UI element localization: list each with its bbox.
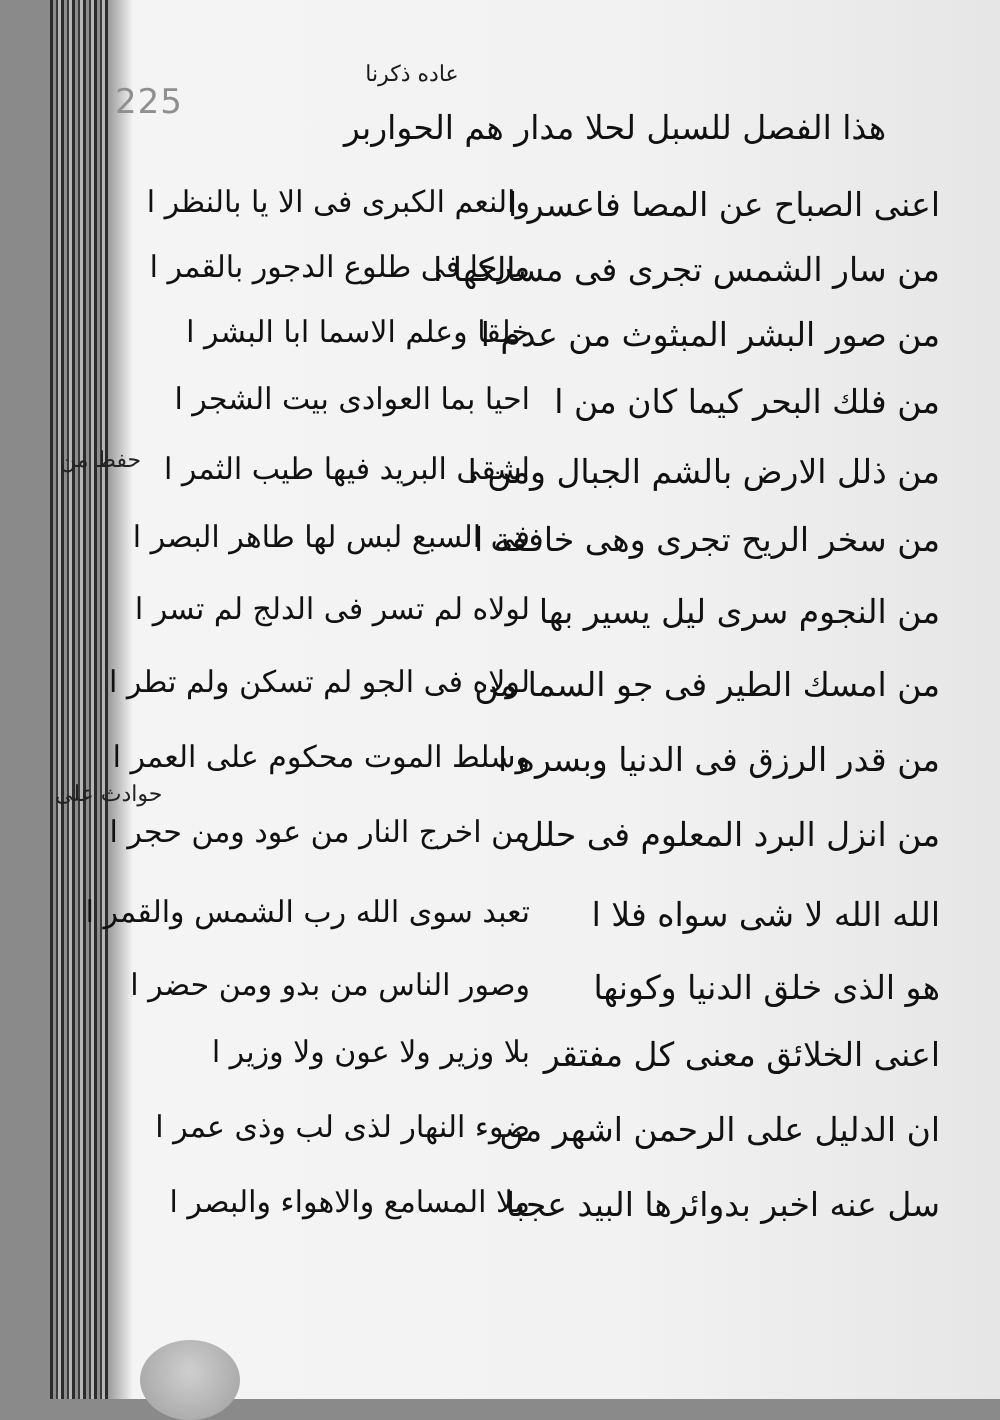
verse-second-hemistich: اشقى البريد فيها طيب الثمر ا: [163, 452, 530, 487]
verse-line: [170, 1035, 940, 1095]
verse-first-hemistich: هو الذى خلق الدنيا وكونها: [593, 968, 940, 1007]
verse-line: [109, 665, 940, 725]
book-spine: [50, 0, 108, 1399]
verse-line: [170, 1185, 940, 1245]
verse-first-hemistich: من قدر الرزق فى الدنيا وبسره ا: [498, 740, 940, 779]
verse-second-hemistich: وصور الناس من بدو ومن حضر ا: [130, 968, 530, 1003]
margin-note: حوادث على: [55, 782, 163, 807]
verse-first-hemistich: من سار الشمس تجرى فى مسالكها ا: [433, 250, 940, 289]
verse-line: [85, 895, 940, 955]
verse-line: [134, 592, 940, 652]
verse-first-hemistich: من انزل البرد المعلوم فى حلل: [519, 815, 940, 854]
verse-second-hemistich: تعبد سوى الله رب الشمس والقمر ا: [85, 895, 530, 930]
verse-first-hemistich: اعنى الصباح عن المصا فاعسر ا: [507, 185, 940, 224]
verse-first-hemistich: من النجوم سرى ليل يسير بها: [538, 592, 940, 631]
verse-second-hemistich: خلقا وعلم الاسما ابا البشر ا: [186, 315, 530, 350]
verse-first-hemistich: من سخر الريح تجرى وهى خافقة ا: [474, 520, 940, 559]
verse-line: [132, 520, 940, 580]
verse-second-hemistich: احيا بما العوادى بيت الشجر ا: [174, 382, 530, 417]
verse-second-hemistich: والنعم الكبرى فى الا يا بالنظر ا: [146, 185, 530, 220]
verse-second-hemistich: من اخرج النار من عود ومن حجر ا: [109, 815, 530, 850]
verse-second-hemistich: لولاه لم تسر فى الدلج لم تسر ا: [134, 592, 530, 627]
verse-line: [163, 452, 940, 512]
margin-note: حفظ من: [60, 448, 142, 473]
verse-second-hemistich: وسلط الموت محكوم على العمر ا: [112, 740, 530, 775]
verse-line: [155, 1110, 940, 1170]
verse-first-hemistich: سل عنه اخبر بدوائرها البيد عجبا: [505, 1185, 940, 1224]
verse-line: [109, 815, 940, 875]
verse-first-hemistich: اعنى الخلائق معنى كل مفتقر: [543, 1035, 940, 1074]
verse-line: [146, 185, 940, 245]
verse-first-hemistich: من فلك البحر كيما كان من ا: [554, 382, 940, 421]
verse-first-hemistich: الله الله لا شى سواه فلا ا: [591, 895, 940, 934]
verse-line: [149, 250, 940, 310]
verse-second-hemistich: ملا المسامع والاهواء والبصر ا: [169, 1185, 530, 1220]
verse-second-hemistich: فى السبع لبس لها طاهر البصر ا: [132, 520, 530, 555]
verse-first-hemistich: من صور البشر المبثوث من عدم ا: [480, 315, 940, 354]
verse-line: [170, 382, 940, 442]
verse-second-hemistich: مرحا فى طلوع الدجور بالقمر ا: [149, 250, 530, 285]
verse-second-hemistich: لولاه فى الجو لم تسكن ولم تطر ا: [109, 665, 530, 700]
header-gloss: عاده ذكرنا: [365, 62, 459, 87]
verse-line: [112, 740, 940, 800]
verse-second-hemistich: ضوء النهار لذى لب وذى عمر ا: [155, 1110, 530, 1145]
verse-line: [170, 315, 940, 375]
page-header: هذا الفصل للسبل لحلا مدار هم الحواربر: [343, 108, 887, 147]
verse-second-hemistich: بلا وزير ولا عون ولا وزير ا: [211, 1035, 530, 1070]
verse-first-hemistich: من امسك الطير فى جو السما من: [474, 665, 940, 704]
folio-number: 225: [115, 82, 183, 122]
verse-first-hemistich: ان الدليل على الرحمن اشهر من: [499, 1110, 940, 1149]
verse-first-hemistich: من ذلل الارض بالشم الجبال ومن ا: [467, 452, 940, 491]
thumb-shadow: [140, 1340, 240, 1420]
verse-line: [130, 968, 940, 1028]
